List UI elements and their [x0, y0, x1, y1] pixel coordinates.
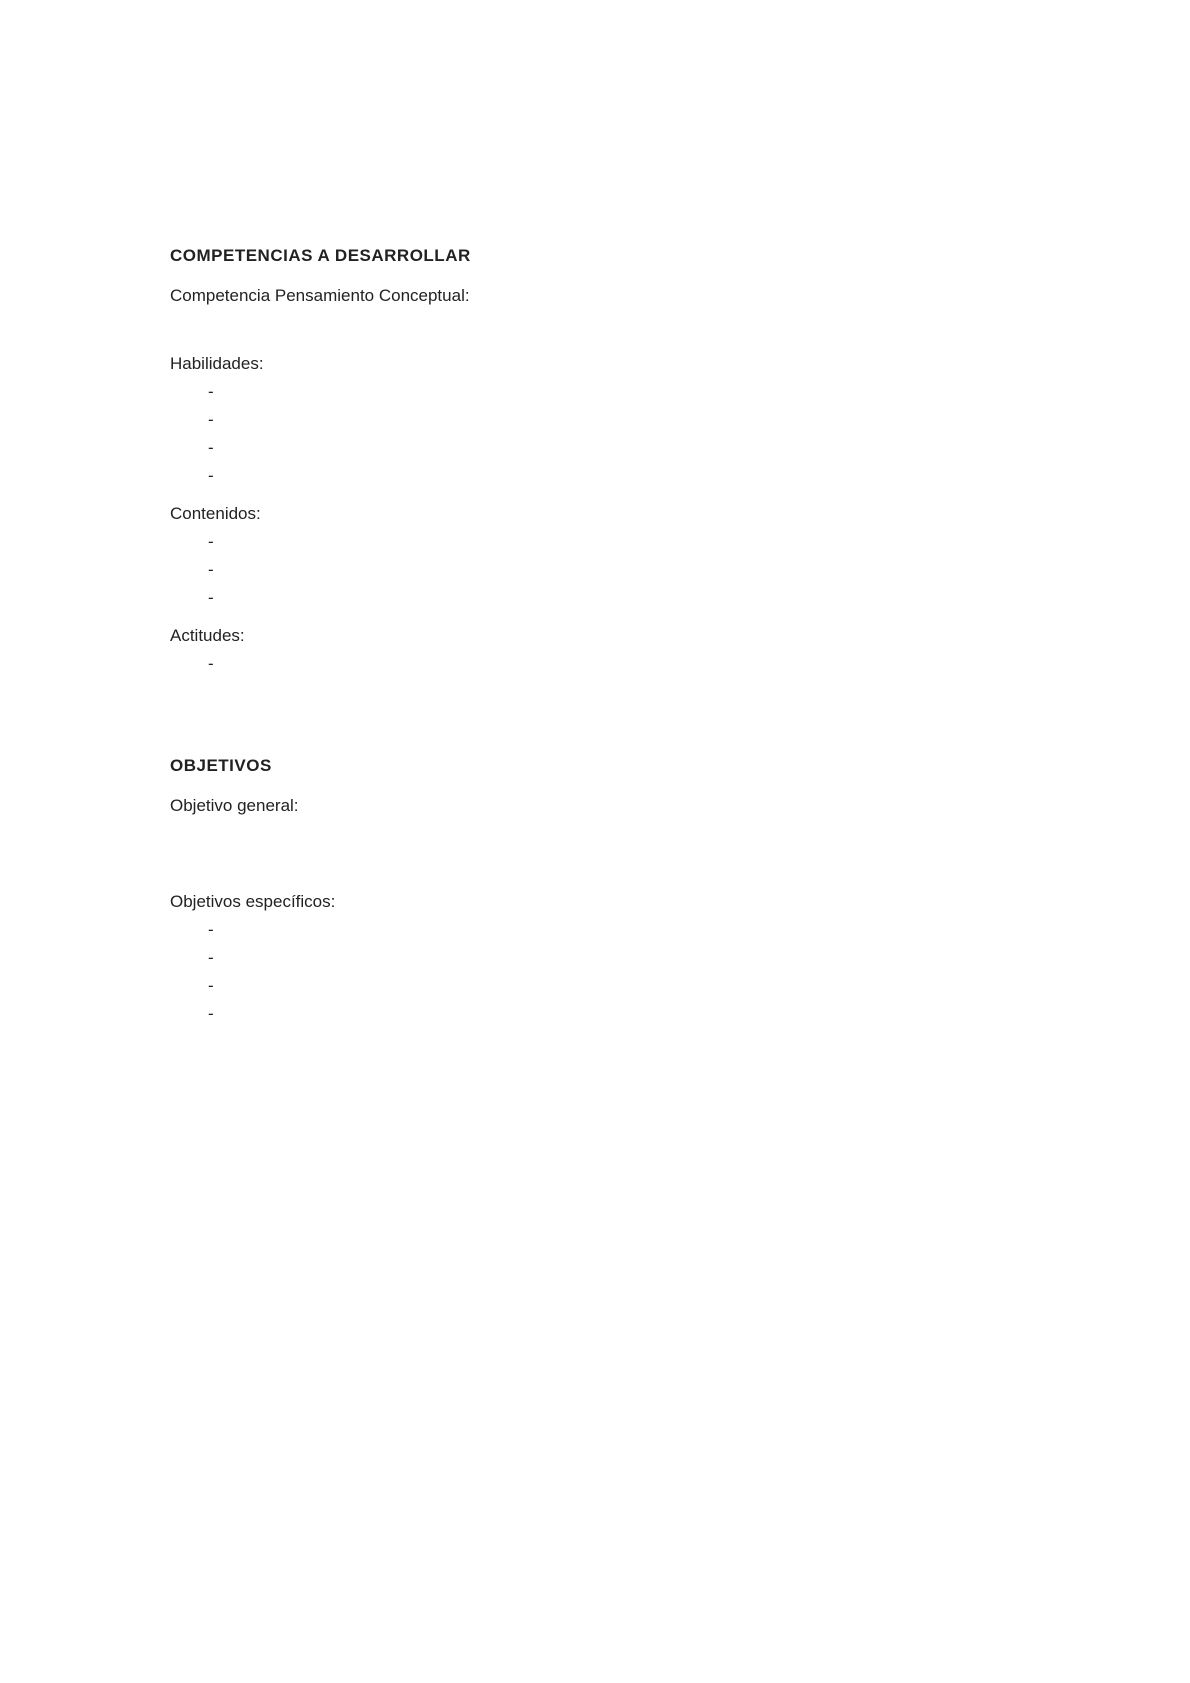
- habilidades-list: [170, 378, 1030, 490]
- objetivos-especificos-list: [170, 916, 1030, 1028]
- list-item: [208, 528, 1030, 556]
- objetivos-especificos-label: Objetivos específicos:: [170, 892, 336, 911]
- list-item: [208, 650, 1030, 678]
- contenidos-list: [170, 528, 1030, 612]
- list-item: [208, 1000, 1030, 1028]
- dash-bullet-icon: -: [208, 920, 214, 939]
- dash-bullet-icon: -: [208, 466, 214, 485]
- group-label-contenidos: Contenidos:: [170, 504, 261, 523]
- objetivo-general-label: Objetivo general:: [170, 796, 299, 815]
- intro-paragraph-1: [170, 140, 1030, 168]
- section-title-objetivos: OBJETIVOS: [170, 756, 272, 775]
- competencia-description: [170, 310, 1030, 338]
- actitudes-list: [170, 650, 1030, 678]
- dash-bullet-icon: -: [208, 976, 214, 995]
- document-page: [170, 140, 1030, 1028]
- dash-bullet-icon: -: [208, 532, 214, 551]
- dash-bullet-icon: -: [208, 438, 214, 457]
- list-item: [208, 434, 1030, 462]
- competencia-subtitle: Competencia Pensamiento Conceptual:: [170, 286, 470, 305]
- dash-bullet-icon: -: [208, 1004, 214, 1023]
- list-item: [208, 972, 1030, 1000]
- section-spacer: [170, 678, 1030, 718]
- list-item: [208, 556, 1030, 584]
- blank-line: [170, 860, 1030, 888]
- intro-paragraph-2: [170, 180, 1030, 208]
- list-item: [208, 378, 1030, 406]
- list-item: [208, 406, 1030, 434]
- dash-bullet-icon: -: [208, 410, 214, 429]
- dash-bullet-icon: -: [208, 654, 214, 673]
- dash-bullet-icon: -: [208, 948, 214, 967]
- list-item: [208, 944, 1030, 972]
- dash-bullet-icon: -: [208, 560, 214, 579]
- group-label-actitudes: Actitudes:: [170, 626, 245, 645]
- list-item: [208, 462, 1030, 490]
- list-item: [208, 916, 1030, 944]
- group-label-habilidades: Habilidades:: [170, 354, 264, 373]
- dash-bullet-icon: -: [208, 588, 214, 607]
- section-title-competencias: COMPETENCIAS A DESARROLLAR: [170, 246, 471, 265]
- objetivo-general-text: [170, 820, 1030, 848]
- dash-bullet-icon: -: [208, 382, 214, 401]
- list-item: [208, 584, 1030, 612]
